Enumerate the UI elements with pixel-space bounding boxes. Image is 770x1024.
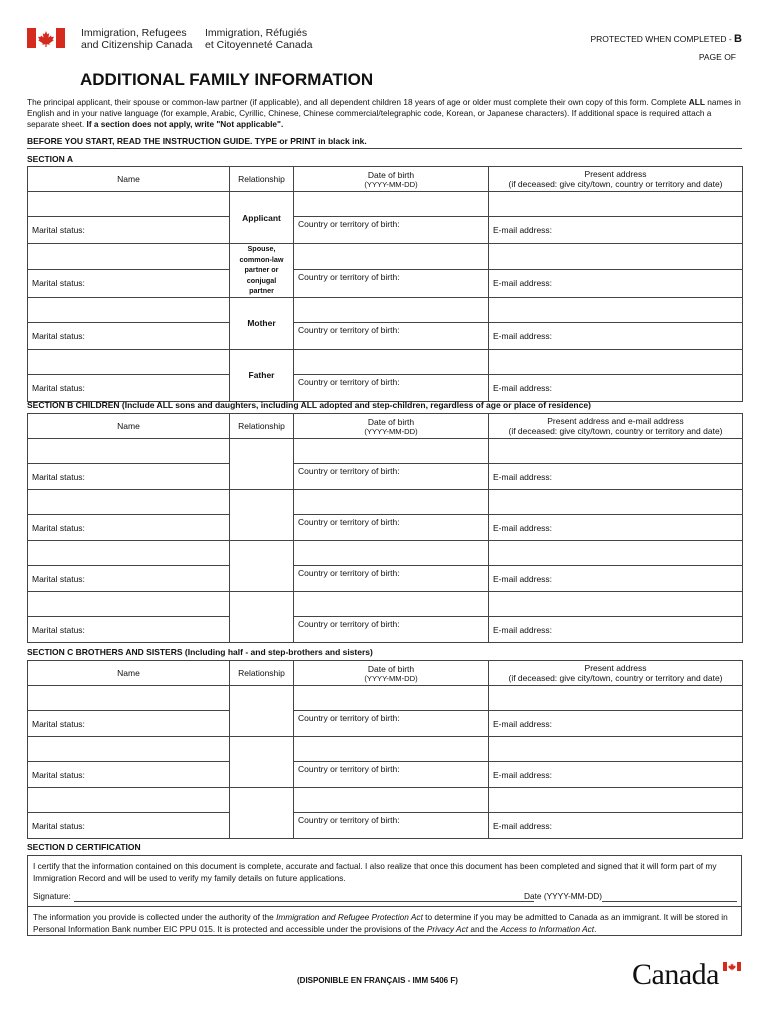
- table-row: [28, 515, 743, 541]
- name-header: Name: [28, 167, 230, 192]
- section-b-title: SECTION B CHILDREN (Include ALL sons and daughters, including ALL adopted and step-children, regardless of age or place of residence): [27, 400, 591, 410]
- dob-field[interactable]: [294, 541, 489, 566]
- signature-label: Signature:: [33, 891, 71, 901]
- relationship-field[interactable]: [230, 490, 294, 541]
- country-of-birth-field[interactable]: Country or territory of birth:: [294, 322, 489, 349]
- relationship-field[interactable]: [230, 541, 294, 592]
- relationship-header: Relationship: [230, 414, 294, 439]
- section-a-table: [27, 166, 743, 402]
- marital-status-field[interactable]: Marital status:: [28, 515, 230, 541]
- table-row: [28, 374, 743, 401]
- name-field[interactable]: [28, 349, 230, 374]
- country-of-birth-field[interactable]: Country or territory of birth:: [294, 269, 489, 297]
- table-row: [28, 464, 743, 490]
- email-field[interactable]: E-mail address:: [489, 813, 743, 839]
- dob-field[interactable]: [294, 349, 489, 374]
- name-field[interactable]: [28, 297, 230, 322]
- address-field[interactable]: [489, 439, 743, 464]
- name-field[interactable]: [28, 686, 230, 711]
- french-availability: (DISPONIBLE EN FRANÇAIS - IMM 5406 F): [297, 976, 458, 985]
- page-title: ADDITIONAL FAMILY INFORMATION: [80, 70, 374, 89]
- email-field[interactable]: E-mail address:: [489, 566, 743, 592]
- dob-field[interactable]: [294, 297, 489, 322]
- table-row: [28, 349, 743, 374]
- table-row: [28, 217, 743, 244]
- marital-status-field[interactable]: Marital status:: [28, 374, 230, 401]
- wordmark-flag-icon: [723, 962, 741, 971]
- name-field[interactable]: [28, 192, 230, 217]
- name-field[interactable]: [28, 244, 230, 270]
- email-field[interactable]: E-mail address:: [489, 322, 743, 349]
- intro-all: ALL: [688, 97, 705, 107]
- dept-en-line1: Immigration, Refugees: [81, 27, 187, 39]
- signature-field[interactable]: [74, 901, 534, 902]
- email-field[interactable]: E-mail address:: [489, 269, 743, 297]
- department-name-en: [81, 27, 193, 51]
- dept-fr-line2: et Citoyenneté Canada: [205, 39, 313, 51]
- address-field[interactable]: [489, 592, 743, 617]
- relationship-field[interactable]: [230, 439, 294, 490]
- name-header: Name: [28, 414, 230, 439]
- name-field[interactable]: [28, 490, 230, 515]
- table-header-row: [28, 661, 743, 686]
- marital-status-field[interactable]: Marital status:: [28, 813, 230, 839]
- dob-field[interactable]: [294, 788, 489, 813]
- table-row: [28, 617, 743, 643]
- relationship-field[interactable]: [230, 592, 294, 643]
- table-row: [28, 192, 743, 217]
- marital-status-field[interactable]: Marital status:: [28, 322, 230, 349]
- canada-wordmark: Canada: [632, 958, 719, 991]
- name-field[interactable]: [28, 541, 230, 566]
- country-of-birth-field[interactable]: Country or territory of birth:: [294, 711, 489, 737]
- dob-header: Date of birth (YYYY-MM-DD): [294, 661, 489, 686]
- intro-text-2: names in English and in your native language (for example, Arabic, Cyrillic, Chinese, Chinese commercial/telegraphic code, Korean, or Japanese characters). If additional space is: [27, 97, 741, 118]
- address-field[interactable]: [489, 297, 743, 322]
- table-row: [28, 297, 743, 322]
- relationship-field[interactable]: [230, 788, 294, 839]
- dob-field[interactable]: [294, 686, 489, 711]
- marital-status-field[interactable]: Marital status:: [28, 762, 230, 788]
- relationship-header: Relationship: [230, 661, 294, 686]
- email-field[interactable]: E-mail address:: [489, 217, 743, 244]
- table-row: [28, 686, 743, 711]
- privacy-notice: The information you provide is collected under the authority of the Immigration and Refugee Protection Act to determine if you may be admitted to Canada as an immigrant. It will be stored in Personal Information Bank number EIC PPU 015. It is protected and accessible under the provisions of the Privacy Act and the Access to Information Act.: [27, 906, 742, 936]
- intro-bold: If a section does not apply, write "Not applicable".: [86, 119, 284, 129]
- dob-header: Date of birth (YYYY-MM-DD): [294, 414, 489, 439]
- dob-field[interactable]: [294, 737, 489, 762]
- table-row: [28, 566, 743, 592]
- table-row: [28, 322, 743, 349]
- email-field[interactable]: E-mail address:: [489, 464, 743, 490]
- section-c-table: [27, 660, 743, 839]
- email-field[interactable]: E-mail address:: [489, 762, 743, 788]
- email-field[interactable]: E-mail address:: [489, 711, 743, 737]
- protected-letter: B: [734, 33, 742, 45]
- marital-status-field[interactable]: Marital status:: [28, 566, 230, 592]
- before-you-start: BEFORE YOU START, READ THE INSTRUCTION GUIDE. TYPE or PRINT in black ink.: [27, 136, 367, 146]
- address-header: Present address (if deceased: give city/town, country or territory and date): [489, 661, 743, 686]
- table-row: [28, 439, 743, 464]
- address-field[interactable]: [489, 737, 743, 762]
- name-field[interactable]: [28, 788, 230, 813]
- address-field[interactable]: [489, 541, 743, 566]
- marital-status-field[interactable]: Marital status:: [28, 617, 230, 643]
- dob-field[interactable]: [294, 490, 489, 515]
- email-field[interactable]: E-mail address:: [489, 515, 743, 541]
- name-field[interactable]: [28, 592, 230, 617]
- email-field[interactable]: E-mail address:: [489, 617, 743, 643]
- certification-box: [27, 855, 742, 907]
- marital-status-field[interactable]: Marital status:: [28, 269, 230, 297]
- dob-field[interactable]: [294, 192, 489, 217]
- dept-en-line2: and Citizenship Canada: [81, 39, 193, 51]
- address-field[interactable]: [489, 686, 743, 711]
- address-field[interactable]: [489, 244, 743, 270]
- country-of-birth-field[interactable]: Country or territory of birth:: [294, 374, 489, 401]
- department-name-fr: [205, 27, 312, 51]
- divider: [27, 148, 742, 149]
- table-row: [28, 269, 743, 297]
- marital-status-field[interactable]: Marital status:: [28, 464, 230, 490]
- address-field[interactable]: [489, 490, 743, 515]
- name-header: Name: [28, 661, 230, 686]
- table-row: [28, 813, 743, 839]
- address-field[interactable]: [489, 788, 743, 813]
- dob-header: Date of birth (YYYY-MM-DD): [294, 167, 489, 192]
- country-of-birth-field[interactable]: Country or territory of birth:: [294, 217, 489, 244]
- table-row: [28, 244, 743, 270]
- dob-field[interactable]: [294, 439, 489, 464]
- date-field[interactable]: [602, 901, 737, 902]
- table-row: [28, 592, 743, 617]
- marital-status-field[interactable]: Marital status:: [28, 711, 230, 737]
- country-of-birth-field[interactable]: Country or territory of birth:: [294, 813, 489, 839]
- certification-text: I certify that the information contained on this document is complete, accurate and factual. I also realize that once this document has been completed and signed that it will form part of my Immigration Record and will be used to verify my family details on future applications.: [33, 861, 717, 883]
- relationship-father: Father: [230, 349, 294, 401]
- dob-field[interactable]: [294, 244, 489, 270]
- table-row: [28, 541, 743, 566]
- address-field[interactable]: [489, 192, 743, 217]
- address-header: Present address (if deceased: give city/town, country or territory and date): [489, 167, 743, 192]
- dob-field[interactable]: [294, 592, 489, 617]
- country-of-birth-field[interactable]: Country or territory of birth:: [294, 566, 489, 592]
- name-field[interactable]: [28, 439, 230, 464]
- country-of-birth-field[interactable]: Country or territory of birth:: [294, 515, 489, 541]
- address-header: Present address and e-mail address (if deceased: give city/town, country or territory and date): [489, 414, 743, 439]
- relationship-mother: Mother: [230, 297, 294, 349]
- table-row: [28, 490, 743, 515]
- table-row: [28, 711, 743, 737]
- email-field[interactable]: E-mail address:: [489, 374, 743, 401]
- table-row: [28, 762, 743, 788]
- date-label: Date (YYYY-MM-DD): [524, 891, 603, 901]
- marital-status-field[interactable]: Marital status:: [28, 217, 230, 244]
- section-b-table: [27, 413, 743, 643]
- country-of-birth-field[interactable]: Country or territory of birth:: [294, 464, 489, 490]
- table-row: [28, 737, 743, 762]
- table-row: [28, 788, 743, 813]
- canada-flag-icon: [27, 28, 65, 48]
- name-field[interactable]: [28, 737, 230, 762]
- relationship-spouse: Spouse, common-law partner or conjugal partner: [230, 244, 294, 298]
- intro-text-1: The principal applicant, their spouse or common-law partner (if applicable), and all dependent children 18 years of age or older must complete their own copy of this form. Complete: [27, 97, 687, 107]
- relationship-field[interactable]: [230, 686, 294, 737]
- relationship-applicant: Applicant: [230, 192, 294, 244]
- relationship-field[interactable]: [230, 737, 294, 788]
- table-header-row: [28, 167, 743, 192]
- protected-label: [590, 33, 742, 45]
- page-indicator: PAGE OF: [698, 52, 736, 62]
- intro-text-3: required attach a separate sheet.: [27, 108, 712, 129]
- country-of-birth-field[interactable]: Country or territory of birth:: [294, 617, 489, 643]
- table-header-row: [28, 414, 743, 439]
- relationship-header: Relationship: [230, 167, 294, 192]
- section-c-title: SECTION C BROTHERS AND SISTERS (Including half - and step-brothers and sisters): [27, 647, 373, 657]
- intro-paragraph: [27, 97, 742, 130]
- section-a-title: SECTION A: [27, 154, 73, 164]
- address-field[interactable]: [489, 349, 743, 374]
- country-of-birth-field[interactable]: Country or territory of birth:: [294, 762, 489, 788]
- section-d-title: SECTION D CERTIFICATION: [27, 842, 141, 852]
- dept-fr-line1: Immigration, Réfugiés: [205, 27, 308, 39]
- protected-text: PROTECTED WHEN COMPLETED -: [590, 34, 732, 44]
